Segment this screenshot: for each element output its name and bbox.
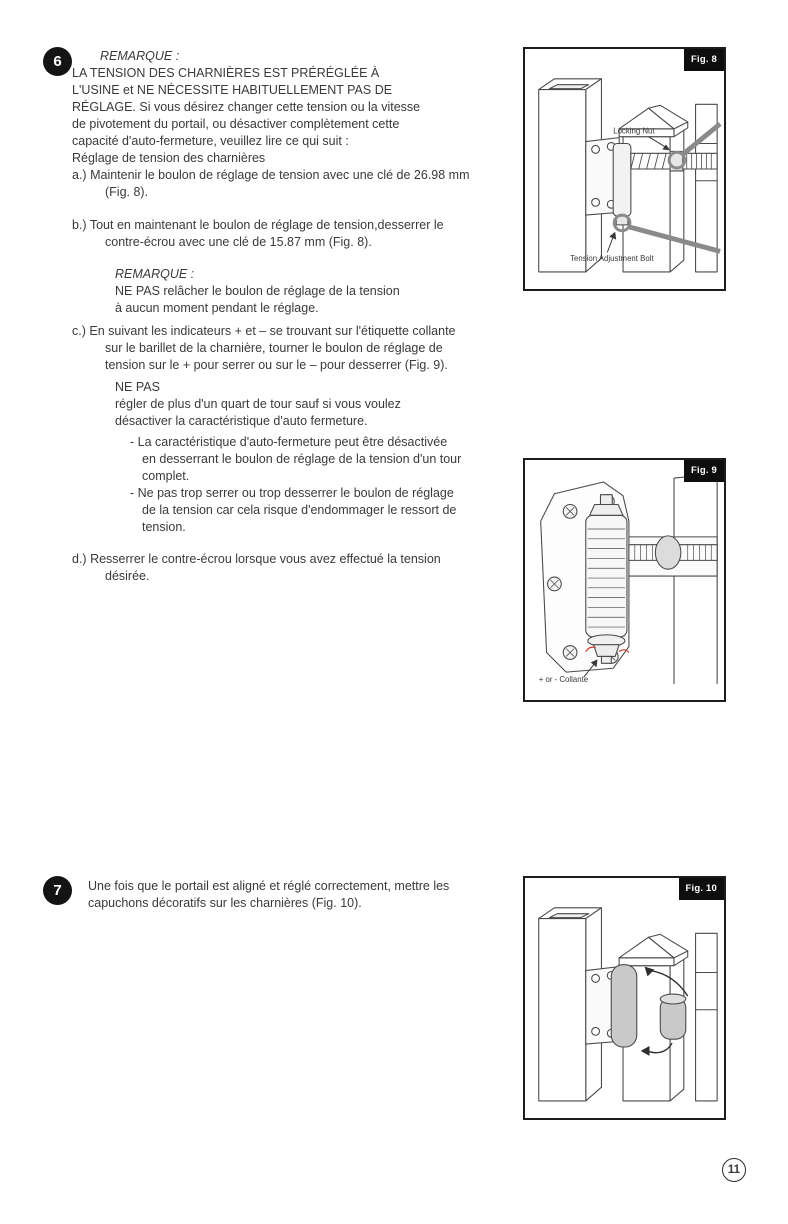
remarque-2 bbox=[115, 266, 502, 317]
tension-bolt-label: Tension Adjustment Bolt bbox=[570, 254, 654, 264]
bullet-2-text: Ne pas trop serrer ou trop desserrer le boulon de réglage de la tension car cela risque d'endommager le ressort de tension. bbox=[137, 486, 457, 534]
item-a-label: a.) bbox=[72, 168, 87, 182]
bullet-1 bbox=[130, 434, 462, 485]
fig10-drawing bbox=[525, 878, 724, 1118]
remarque-1-text: LA TENSION DES CHARNIÈRES EST PRÉRÉGLÉE À L'USINE et NE NÉCESSITE HABITUELLEMENT PAS DE RÉGLAGE. Si vous désirez changer cette tension ou la vitesse de pivotement du portail, ou désactiver complètement cette capacité d'auto-fermeture, veuillez lire ce qui suit : bbox=[72, 66, 421, 148]
bullet-1-dash: - bbox=[130, 435, 135, 449]
item-b-label: b.) bbox=[72, 218, 87, 232]
item-a-text: Maintenir le boulon de réglage de tension avec une clé de 26.98 mm (Fig. 8). bbox=[90, 168, 470, 199]
bullet-1-text: La caractéristique d'auto-fermeture peut être désactivée en desserrant le boulon de réglage de la tension d'un tour complet. bbox=[137, 435, 462, 483]
fig9-hinge-closeup bbox=[541, 482, 717, 672]
bullet-list bbox=[130, 434, 462, 536]
section-title: Réglage de tension des charnières bbox=[72, 151, 266, 165]
bullet-2 bbox=[130, 485, 462, 536]
ne-pas-heading: NE PAS bbox=[115, 380, 160, 394]
page-number: 11 bbox=[722, 1158, 746, 1182]
step-6-content bbox=[72, 48, 502, 585]
figure-10-label: Fig. 10 bbox=[679, 878, 725, 900]
figure-9 bbox=[523, 458, 726, 702]
step-7-badge: 7 bbox=[43, 876, 72, 905]
step-7-text: Une fois que le portail est aligné et réglé correctement, mettre les capuchons décoratifs sur les charnières (Fig. 10). bbox=[88, 879, 450, 910]
item-c-label: c.) bbox=[72, 324, 86, 338]
figure-8 bbox=[523, 47, 726, 291]
remarque-1-heading: REMARQUE : bbox=[100, 49, 180, 63]
fig8-drawing bbox=[525, 49, 724, 289]
remarque-2-text: NE PAS relâcher le boulon de réglage de la tension à aucun moment pendant le réglage. bbox=[115, 284, 400, 315]
collante-label: + or - Collante bbox=[538, 674, 589, 684]
fig9-post bbox=[627, 474, 717, 684]
remarque-2-heading: REMARQUE : bbox=[115, 267, 195, 281]
bullet-2-dash: - bbox=[130, 486, 135, 500]
figure-10 bbox=[523, 876, 726, 1120]
item-b-text: Tout en maintenant le boulon de réglage de tension,desserrer le contre-écrou avec une clé de 15.87 mm (Fig. 8). bbox=[89, 218, 444, 249]
list-item-b bbox=[72, 217, 470, 251]
list-item-a bbox=[72, 167, 470, 201]
item-d-label: d.) bbox=[72, 552, 87, 566]
item-c-text: En suivant les indicateurs + et – se trouvant sur l'étiquette collante sur le barillet de la charnière, tourner le boulon de réglage de tension sur le + pour serrer ou sur le – pour desserrer (Fig. 9). bbox=[89, 324, 456, 372]
item-d-text: Resserrer le contre-écrou lorsque vous avez effectué la tension désirée. bbox=[90, 552, 441, 583]
list-item-c bbox=[72, 323, 470, 374]
step-6-badge: 6 bbox=[43, 47, 72, 76]
ne-pas-text: régler de plus d'un quart de tour sauf si vous voulez désactiver la caractéristique d'auto fermeture. bbox=[115, 397, 401, 428]
locking-nut-label: Locking Nut bbox=[613, 126, 655, 136]
ne-pas-block bbox=[115, 379, 502, 430]
fig9-drawing bbox=[525, 460, 724, 700]
figure-9-label: Fig. 9 bbox=[684, 460, 724, 482]
figure-8-label: Fig. 8 bbox=[684, 49, 724, 71]
list-item-d bbox=[72, 551, 470, 585]
